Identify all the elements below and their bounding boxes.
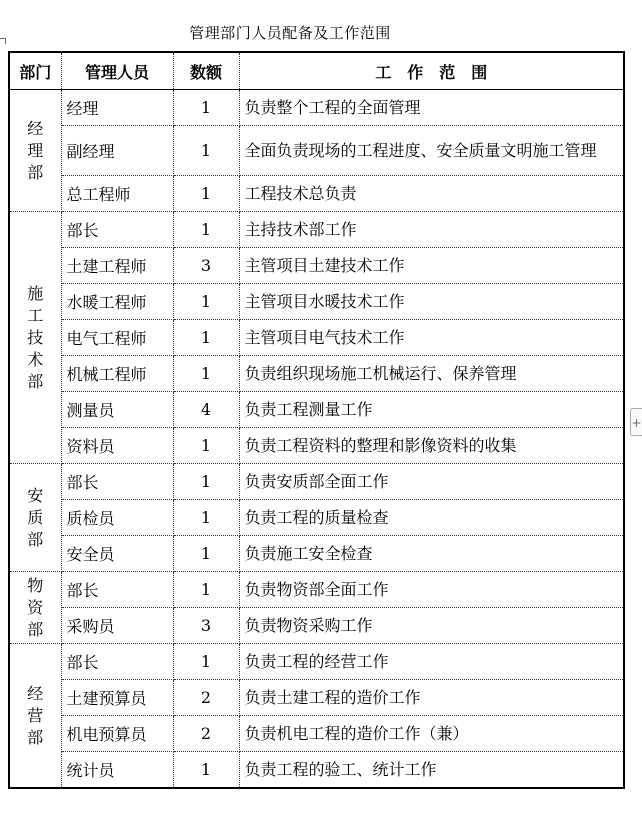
table-row: [9, 126, 624, 176]
dept-name: 经 理 部: [27, 118, 44, 182]
duty-cell: 负责工程资料的整理和影像资料的收集: [239, 428, 624, 464]
count-cell: 1: [173, 644, 239, 680]
dept-name: 经 营 部: [27, 683, 44, 747]
role-cell: 统计员: [61, 752, 173, 789]
dept-name: 安 质 部: [27, 485, 44, 549]
table-row: [9, 500, 624, 536]
count-cell: 1: [173, 356, 239, 392]
header-scope: 工 作 范 围: [239, 52, 624, 90]
duty-cell: 主管项目水暖技术工作: [239, 284, 624, 320]
header-role: 管理人员: [61, 52, 173, 90]
count-cell: 1: [173, 464, 239, 500]
role-cell: 安全员: [61, 536, 173, 572]
role-cell: 机械工程师: [61, 356, 173, 392]
table-row: [9, 248, 624, 284]
table-header-row: [9, 52, 624, 90]
role-cell: 测量员: [61, 392, 173, 428]
table-row: [9, 644, 624, 680]
staffing-table: [8, 51, 625, 789]
table-row: [9, 608, 624, 644]
duty-cell: 负责整个工程的全面管理: [239, 90, 624, 126]
duty-cell: 工程技术总负责: [239, 176, 624, 212]
count-cell: 1: [173, 176, 239, 212]
table-row: [9, 176, 624, 212]
table-row: [9, 356, 624, 392]
table-row: [9, 752, 624, 789]
header-count: 数额: [173, 52, 239, 90]
duty-cell: 负责机电工程的造价工作（兼）: [239, 716, 624, 752]
count-cell: 1: [173, 572, 239, 608]
dept-cell: [9, 90, 61, 212]
duty-cell: 负责工程的验工、统计工作: [239, 752, 624, 789]
duty-cell: 主管项目电气技术工作: [239, 320, 624, 356]
table-row: [9, 464, 624, 500]
count-cell: 3: [173, 608, 239, 644]
dept-cell: [9, 464, 61, 572]
table-body: [9, 90, 624, 789]
role-cell: 电气工程师: [61, 320, 173, 356]
duty-cell: 负责工程测量工作: [239, 392, 624, 428]
table-row: [9, 392, 624, 428]
count-cell: 1: [173, 90, 239, 126]
header-dept: 部门: [9, 52, 61, 90]
count-cell: 1: [173, 428, 239, 464]
role-cell: 总工程师: [61, 176, 173, 212]
count-cell: 1: [173, 752, 239, 789]
count-cell: 1: [173, 500, 239, 536]
count-cell: 1: [173, 284, 239, 320]
table-row: [9, 320, 624, 356]
duty-cell: 负责物资部全面工作: [239, 572, 624, 608]
dept-cell: [9, 572, 61, 644]
role-cell: 部长: [61, 572, 173, 608]
duty-cell: 全面负责现场的工程进度、安全质量文明施工管理: [239, 126, 624, 176]
count-cell: 1: [173, 126, 239, 176]
duty-cell: 负责安质部全面工作: [239, 464, 624, 500]
duty-cell: 负责物资采购工作: [239, 608, 624, 644]
role-cell: 副经理: [61, 126, 173, 176]
dept-name: 物 资 部: [27, 575, 44, 639]
duty-cell: 负责工程的质量检查: [239, 500, 624, 536]
table-row: [9, 212, 624, 248]
count-cell: 2: [173, 680, 239, 716]
anchor-marker-icon: [0, 38, 6, 44]
table-row: [9, 716, 624, 752]
table-row: [9, 90, 624, 126]
role-cell: 机电预算员: [61, 716, 173, 752]
role-cell: 水暖工程师: [61, 284, 173, 320]
role-cell: 资料员: [61, 428, 173, 464]
table-caption: 管理部门人员配备及工作范围: [189, 24, 391, 42]
dept-cell: [9, 644, 61, 789]
table-row: [9, 428, 624, 464]
count-cell: 1: [173, 320, 239, 356]
table-row: [9, 536, 624, 572]
table-handle-icon[interactable]: +: [630, 408, 642, 436]
role-cell: 质检员: [61, 500, 173, 536]
count-cell: 4: [173, 392, 239, 428]
duty-cell: 负责组织现场施工机械运行、保养管理: [239, 356, 624, 392]
role-cell: 部长: [61, 464, 173, 500]
role-cell: 部长: [61, 212, 173, 248]
count-cell: 3: [173, 248, 239, 284]
dept-cell: [9, 212, 61, 464]
table-row: [9, 284, 624, 320]
duty-cell: 主管项目土建技术工作: [239, 248, 624, 284]
role-cell: 土建工程师: [61, 248, 173, 284]
count-cell: 1: [173, 536, 239, 572]
table-row: [9, 572, 624, 608]
duty-cell: 负责工程的经营工作: [239, 644, 624, 680]
table-row: [9, 680, 624, 716]
duty-cell: 负责施工安全检查: [239, 536, 624, 572]
role-cell: 经理: [61, 90, 173, 126]
duty-cell: 主持技术部工作: [239, 212, 624, 248]
role-cell: 土建预算员: [61, 680, 173, 716]
role-cell: 部长: [61, 644, 173, 680]
count-cell: 1: [173, 212, 239, 248]
role-cell: 采购员: [61, 608, 173, 644]
duty-cell: 负责土建工程的造价工作: [239, 680, 624, 716]
count-cell: 2: [173, 716, 239, 752]
dept-name: 施 工 技 术 部: [27, 283, 44, 391]
